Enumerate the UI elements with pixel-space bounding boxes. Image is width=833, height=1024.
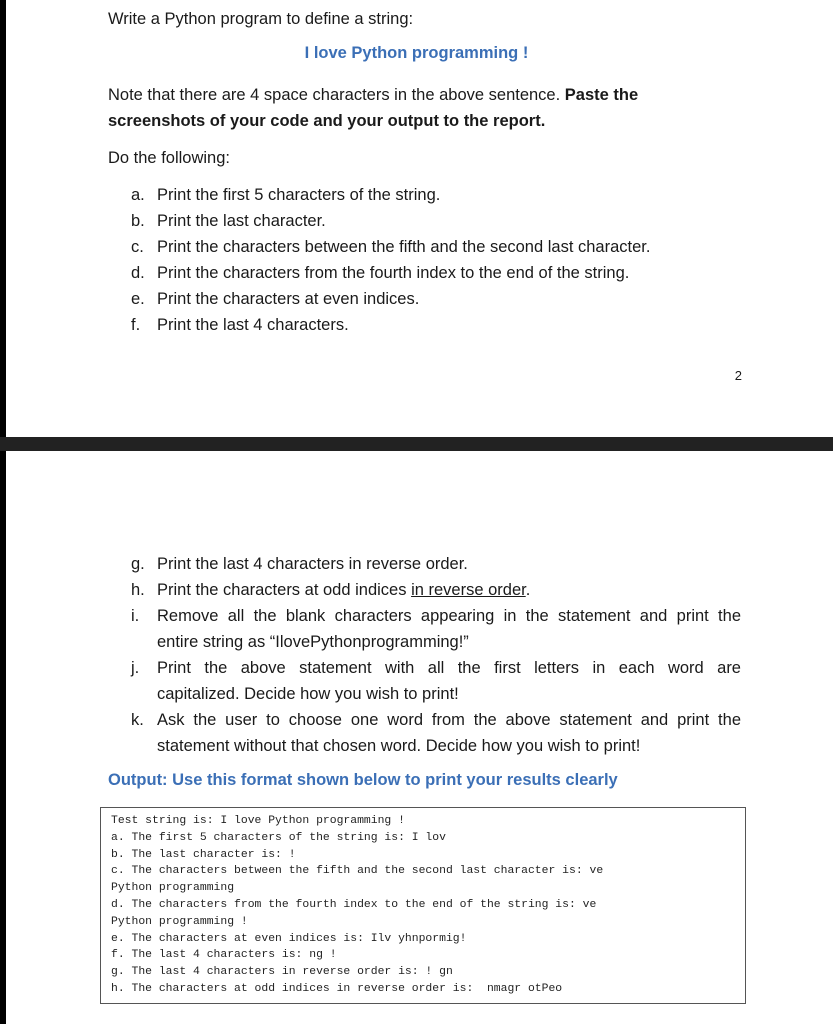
list-marker: g.	[131, 555, 145, 573]
list-item-line: Ask the user to choose one word from the above statement and print the	[157, 711, 741, 729]
task-list-top	[131, 182, 741, 338]
list-item-text-end: .	[525, 581, 531, 599]
list-marker: c.	[131, 238, 144, 256]
output-line: h. The characters at odd indices in reverse order is: nmagr otPeo	[111, 982, 563, 995]
list-item-line: capitalized. Decide how you wish to print!	[157, 685, 459, 703]
list-marker: e.	[131, 290, 145, 308]
list-item-text: Print the last character.	[157, 212, 326, 230]
list-marker: h.	[131, 581, 145, 599]
list-item	[131, 286, 741, 312]
list-marker: j.	[131, 659, 140, 677]
note-bold-1: Paste the	[564, 86, 639, 104]
output-line: d. The characters from the fourth index to the end of the string is: ve	[111, 898, 597, 911]
string-display: I love Python programming !	[304, 44, 529, 62]
page-number: 2	[734, 368, 742, 383]
list-marker: d.	[131, 264, 145, 282]
output-sample-box	[100, 807, 746, 1004]
output-line: c. The characters between the fifth and the second last character is: ve	[111, 865, 604, 878]
output-line: g. The last 4 characters in reverse order is: ! gn	[111, 966, 453, 979]
output-line: a. The first 5 characters of the string is: I lov	[111, 831, 446, 844]
list-item-text: Print the characters at odd indices	[157, 581, 412, 599]
intro-text: Write a Python program to define a string:	[108, 10, 414, 28]
output-line: b. The last character is: !	[111, 848, 296, 861]
list-item-line: Print the above statement with all the first letters in each word are	[157, 659, 741, 677]
output-line: e. The characters at even indices is: Ilv yhnpormig!	[111, 932, 467, 945]
list-item	[131, 182, 741, 208]
list-marker: i.	[131, 607, 140, 625]
output-line: f. The last 4 characters is: ng !	[111, 949, 337, 962]
page-divider	[0, 437, 833, 451]
list-item-text: Print the characters between the fifth and the second last character.	[157, 238, 651, 256]
list-item	[131, 208, 741, 234]
output-line: Python programming	[111, 882, 235, 895]
list-item	[131, 707, 741, 759]
list-item-text: Print the last 4 characters.	[157, 316, 349, 334]
output-line: Python programming !	[111, 915, 248, 928]
list-item	[131, 577, 741, 603]
list-item-text: Print the characters at even indices.	[157, 290, 420, 308]
list-item-text: Print the characters from the fourth index to the end of the string.	[157, 264, 630, 282]
list-item-line: statement without that chosen word. Decide how you wish to print!	[157, 737, 641, 755]
list-marker: f.	[131, 316, 141, 334]
list-item-text: Print the first 5 characters of the string.	[157, 186, 441, 204]
list-item	[131, 603, 741, 655]
list-item-line: entire string as “IlovePythonprogramming!”	[157, 633, 469, 651]
list-item	[131, 655, 741, 707]
underlined-text: in reverse order	[411, 581, 526, 599]
do-following-label: Do the following:	[108, 149, 230, 167]
list-item	[131, 260, 741, 286]
list-item-line: Remove all the blank characters appearing in the statement and print the	[157, 607, 741, 625]
note-plain: Note that there are 4 space characters in the above sentence.	[108, 86, 565, 104]
list-item	[131, 234, 741, 260]
note-bold-2: screenshots of your code and your output to the report.	[108, 112, 546, 130]
task-list-bottom	[131, 551, 741, 759]
list-marker: k.	[131, 711, 144, 729]
note-paragraph	[108, 82, 708, 134]
list-item-text: Print the last 4 characters in reverse order.	[157, 555, 468, 573]
output-line: Test string is: I love Python programming !	[111, 815, 405, 827]
list-item	[131, 312, 741, 338]
output-heading: Output: Use this format shown below to print your results clearly	[108, 771, 618, 789]
list-item	[131, 551, 741, 577]
list-marker: a.	[131, 186, 145, 204]
document-page-top	[0, 0, 833, 437]
list-marker: b.	[131, 212, 145, 230]
